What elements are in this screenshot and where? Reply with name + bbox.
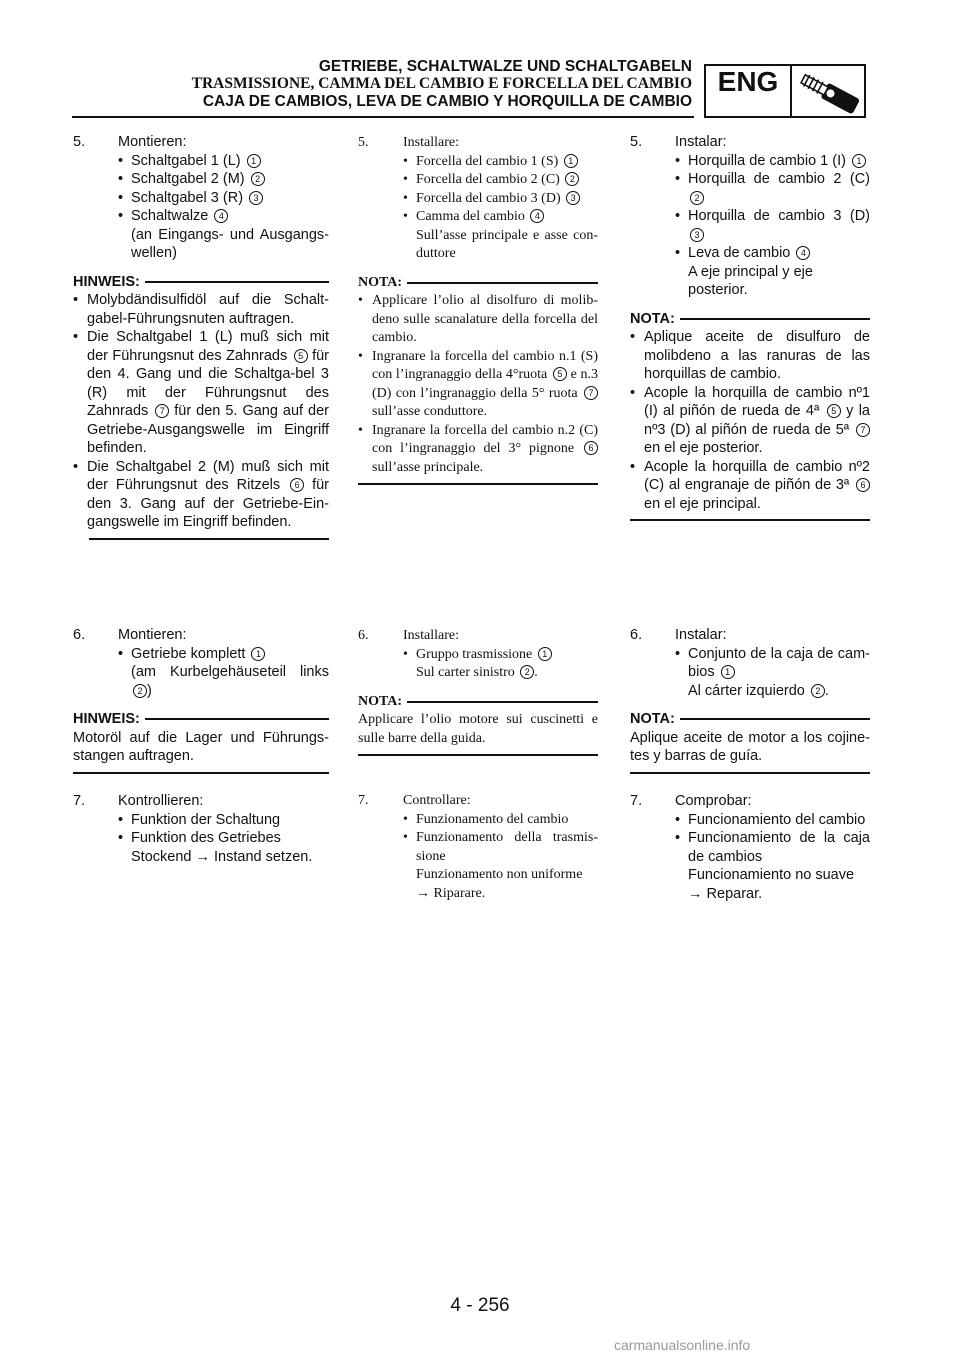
- item-subtext: Al cárter izquierdo 2 .: [688, 682, 829, 699]
- list-item: • Funcionamiento del cambio: [630, 811, 870, 830]
- italian-step-6: [358, 627, 598, 756]
- eng-label: ENG: [706, 66, 792, 116]
- ref-number: 5: [553, 367, 567, 381]
- note-end-rule: [630, 519, 870, 521]
- list-item: • Funzionamento della trasmis-sione: [358, 829, 598, 866]
- engine-section-badge: [704, 64, 866, 118]
- step-action: Installare:: [403, 628, 459, 643]
- gear-shaft-icon: [794, 68, 864, 116]
- step-action: Montieren:: [118, 627, 187, 643]
- note-label: NOTA:: [358, 274, 403, 290]
- ref-number: 2: [690, 191, 704, 205]
- list-item: • Horquilla de cambio 3 (D) 3: [630, 207, 870, 244]
- italian-step-5: [358, 134, 598, 485]
- note-label: NOTA:: [358, 693, 403, 709]
- step-action: Instalar:: [675, 627, 727, 643]
- result-text: Stockend → Instand setzen.: [131, 848, 313, 865]
- list-item: • Forcella del cambio 1 (S) 1: [358, 153, 598, 172]
- watermark-link[interactable]: carmanualsonline.info: [614, 1337, 751, 1353]
- german-step-7: [73, 792, 329, 866]
- list-item: • Horquilla de cambio 2 (C) 2: [630, 170, 870, 207]
- ref-number: 2: [520, 665, 534, 679]
- note-item: • Aplique aceite de disulfuro de molibdeno a las ranuras de las horquillas de cambio.: [630, 328, 870, 384]
- step-number: 5.: [73, 134, 86, 150]
- step-number: 7.: [358, 793, 369, 808]
- note-item: • Die Schaltgabel 1 (L) muß sich mit der Führungsnut des Zahnrads 5 für den 4. Gang und die Schaltga-bel 3 (R) mit der Führungsnut des Zahnrads 7 für den 5. Gang auf der Getriebe-Ausgangswelle im Eingriff befinden.: [73, 328, 329, 458]
- ref-number: 4: [530, 209, 544, 223]
- note-label: NOTA:: [630, 310, 675, 327]
- ref-number: 7: [155, 404, 169, 418]
- note-end-rule: [630, 772, 870, 774]
- list-item: • Schaltgabel 3 (R) 3: [73, 189, 329, 208]
- ref-number: 5: [827, 404, 841, 418]
- italian-note-block: [358, 274, 598, 486]
- note-text: Aplique aceite de motor a los cojine-tes y barras de guía.: [630, 729, 870, 764]
- step-action: Instalar:: [675, 134, 727, 150]
- step-number: 7.: [630, 793, 643, 809]
- note-text: Motoröl auf die Lager und Führungs-stangen auftragen.: [73, 729, 329, 764]
- list-item: • Leva de cambio 4: [630, 244, 870, 263]
- result-text: Funcionamiento no suave → Reparar.: [688, 867, 855, 902]
- item-subtext: (am Kurbelgehäuseteil links 2 ): [131, 664, 329, 699]
- ref-number: 1: [852, 154, 866, 168]
- note-item: • Acople la horquilla de cambio nº1 (I) al piñón de rueda de 4ª 5 y la nº3 (D) al piñón de rueda de 5ª 7 en el eje posterior.: [630, 384, 870, 458]
- list-item: • Schaltgabel 2 (M) 2: [73, 170, 329, 189]
- note-end-rule: [358, 754, 598, 756]
- list-item: • Forcella del cambio 3 (D) 3: [358, 190, 598, 209]
- note-item: • Die Schaltgabel 2 (M) muß sich mit der Führungsnut des Ritzels 6 für den 3. Gang auf der Getriebe-Ein-gangswelle im Eingriff befinden.: [73, 458, 329, 532]
- step-number: 5.: [358, 135, 369, 150]
- section-title-german: GETRIEBE, SCHALTWALZE UND SCHALTGABELN: [318, 58, 692, 75]
- section-title-italian: TRASMISSIONE, CAMMA DEL CAMBIO E FORCELLA DEL CAMBIO: [191, 75, 692, 92]
- list-item: • Gruppo trasmissione 1: [358, 646, 598, 665]
- ref-number: 1: [721, 665, 735, 679]
- note-item: • Acople la horquilla de cambio nº2 (C) al engranaje de piñón de 3ª 6 en el eje principal.: [630, 458, 870, 514]
- note-item: • Applicare l’olio al disolfuro di molib-deno sulle scanalature della forcella del cambio.: [358, 292, 598, 348]
- note-item: • Ingranare la forcella del cambio n.2 (C) con l’ingranaggio del 3° pignone 6 sull’asse principale.: [358, 422, 598, 478]
- result-text: Funzionamento non uniforme → Riparare.: [416, 867, 583, 901]
- ref-number: 2: [251, 172, 265, 186]
- page-number: 4 - 256: [450, 1295, 510, 1316]
- german-note-block: [73, 273, 329, 540]
- item-subtext: (an Eingangs- und Ausgangs-wellen): [131, 226, 329, 261]
- list-item: • Funktion der Schaltung: [73, 811, 329, 830]
- note-item: • Molybdändisulfidöl auf die Schalt-gabel-Führungsnuten auftragen.: [73, 291, 329, 328]
- step-number: 6.: [73, 627, 86, 643]
- ref-number: 4: [214, 209, 228, 223]
- step-action: Comprobar:: [675, 793, 752, 809]
- german-step-5: [73, 133, 329, 540]
- ref-number: 3: [249, 191, 263, 205]
- spanish-step-5: [630, 133, 870, 521]
- step-action: Kontrollieren:: [118, 793, 204, 809]
- ref-number: 7: [856, 423, 870, 437]
- ref-number: 1: [251, 647, 265, 661]
- list-item: • Camma del cambio 4: [358, 208, 598, 227]
- note-end-rule: [358, 483, 598, 485]
- ref-number: 1: [564, 154, 578, 168]
- list-item: • Horquilla de cambio 1 (I) 1: [630, 152, 870, 171]
- ref-number: 5: [294, 349, 308, 363]
- spanish-step-7: [630, 792, 870, 903]
- step-number: 6.: [630, 627, 643, 643]
- ref-number: 3: [566, 191, 580, 205]
- step-action: Montieren:: [118, 134, 187, 150]
- spanish-step-6: [630, 626, 870, 774]
- note-item: • Ingranare la forcella del cambio n.1 (S) con l’ingranaggio della 4°ruota 5 e n.3 (D) con l’ingranaggio della 5° ruota 7 sull’asse conduttore.: [358, 348, 598, 422]
- spanish-note-block: [630, 710, 870, 774]
- step-number: 5.: [630, 134, 643, 150]
- note-end-rule: [89, 538, 329, 540]
- spanish-note-block: [630, 310, 870, 522]
- step-number: 6.: [358, 628, 369, 643]
- ref-number: 6: [584, 441, 598, 455]
- list-item: • Funcionamiento de la caja de cambios: [630, 829, 870, 866]
- step-action: Installare:: [403, 135, 459, 150]
- list-item: • Conjunto de la caja de cam-bios 1: [630, 645, 870, 682]
- german-step-6: [73, 626, 329, 774]
- note-label: HINWEIS:: [73, 273, 140, 290]
- italian-step-7: [358, 792, 598, 903]
- ref-number: 7: [584, 386, 598, 400]
- ref-number: 6: [856, 478, 870, 492]
- list-item: • Getriebe komplett 1: [73, 645, 329, 664]
- step-action: Controllare:: [403, 793, 471, 808]
- header-rule: [72, 116, 694, 118]
- ref-number: 1: [538, 647, 552, 661]
- item-subtext: A eje principal y eje posterior.: [688, 263, 813, 298]
- ref-number: 4: [796, 246, 810, 260]
- note-text: Applicare l’olio motore sui cuscinetti e sulle barre della guida.: [358, 712, 598, 746]
- list-item: • Schaltwalze 4: [73, 207, 329, 226]
- list-item: • Funzionamento del cambio: [358, 811, 598, 830]
- item-subtext: Sull’asse principale e asse con-duttore: [416, 227, 598, 261]
- ref-number: 1: [247, 154, 261, 168]
- ref-number: 3: [690, 228, 704, 242]
- ref-number: 2: [133, 684, 147, 698]
- ref-number: 2: [811, 684, 825, 698]
- german-note-block: [73, 710, 329, 774]
- note-end-rule: [73, 772, 329, 774]
- step-number: 7.: [73, 793, 86, 809]
- list-item: • Schaltgabel 1 (L) 1: [73, 152, 329, 171]
- item-subtext: Sul carter sinistro 2 .: [416, 665, 538, 680]
- ref-number: 2: [565, 172, 579, 186]
- note-label: NOTA:: [630, 711, 675, 727]
- ref-number: 6: [290, 478, 304, 492]
- italian-note-block: [358, 693, 598, 757]
- note-label: HINWEIS:: [73, 711, 140, 727]
- list-item: • Forcella del cambio 2 (C) 2: [358, 171, 598, 190]
- list-item: • Funktion des Getriebes: [73, 829, 329, 848]
- section-title-spanish: CAJA DE CAMBIOS, LEVA DE CAMBIO Y HORQUILLA DE CAMBIO: [202, 93, 692, 110]
